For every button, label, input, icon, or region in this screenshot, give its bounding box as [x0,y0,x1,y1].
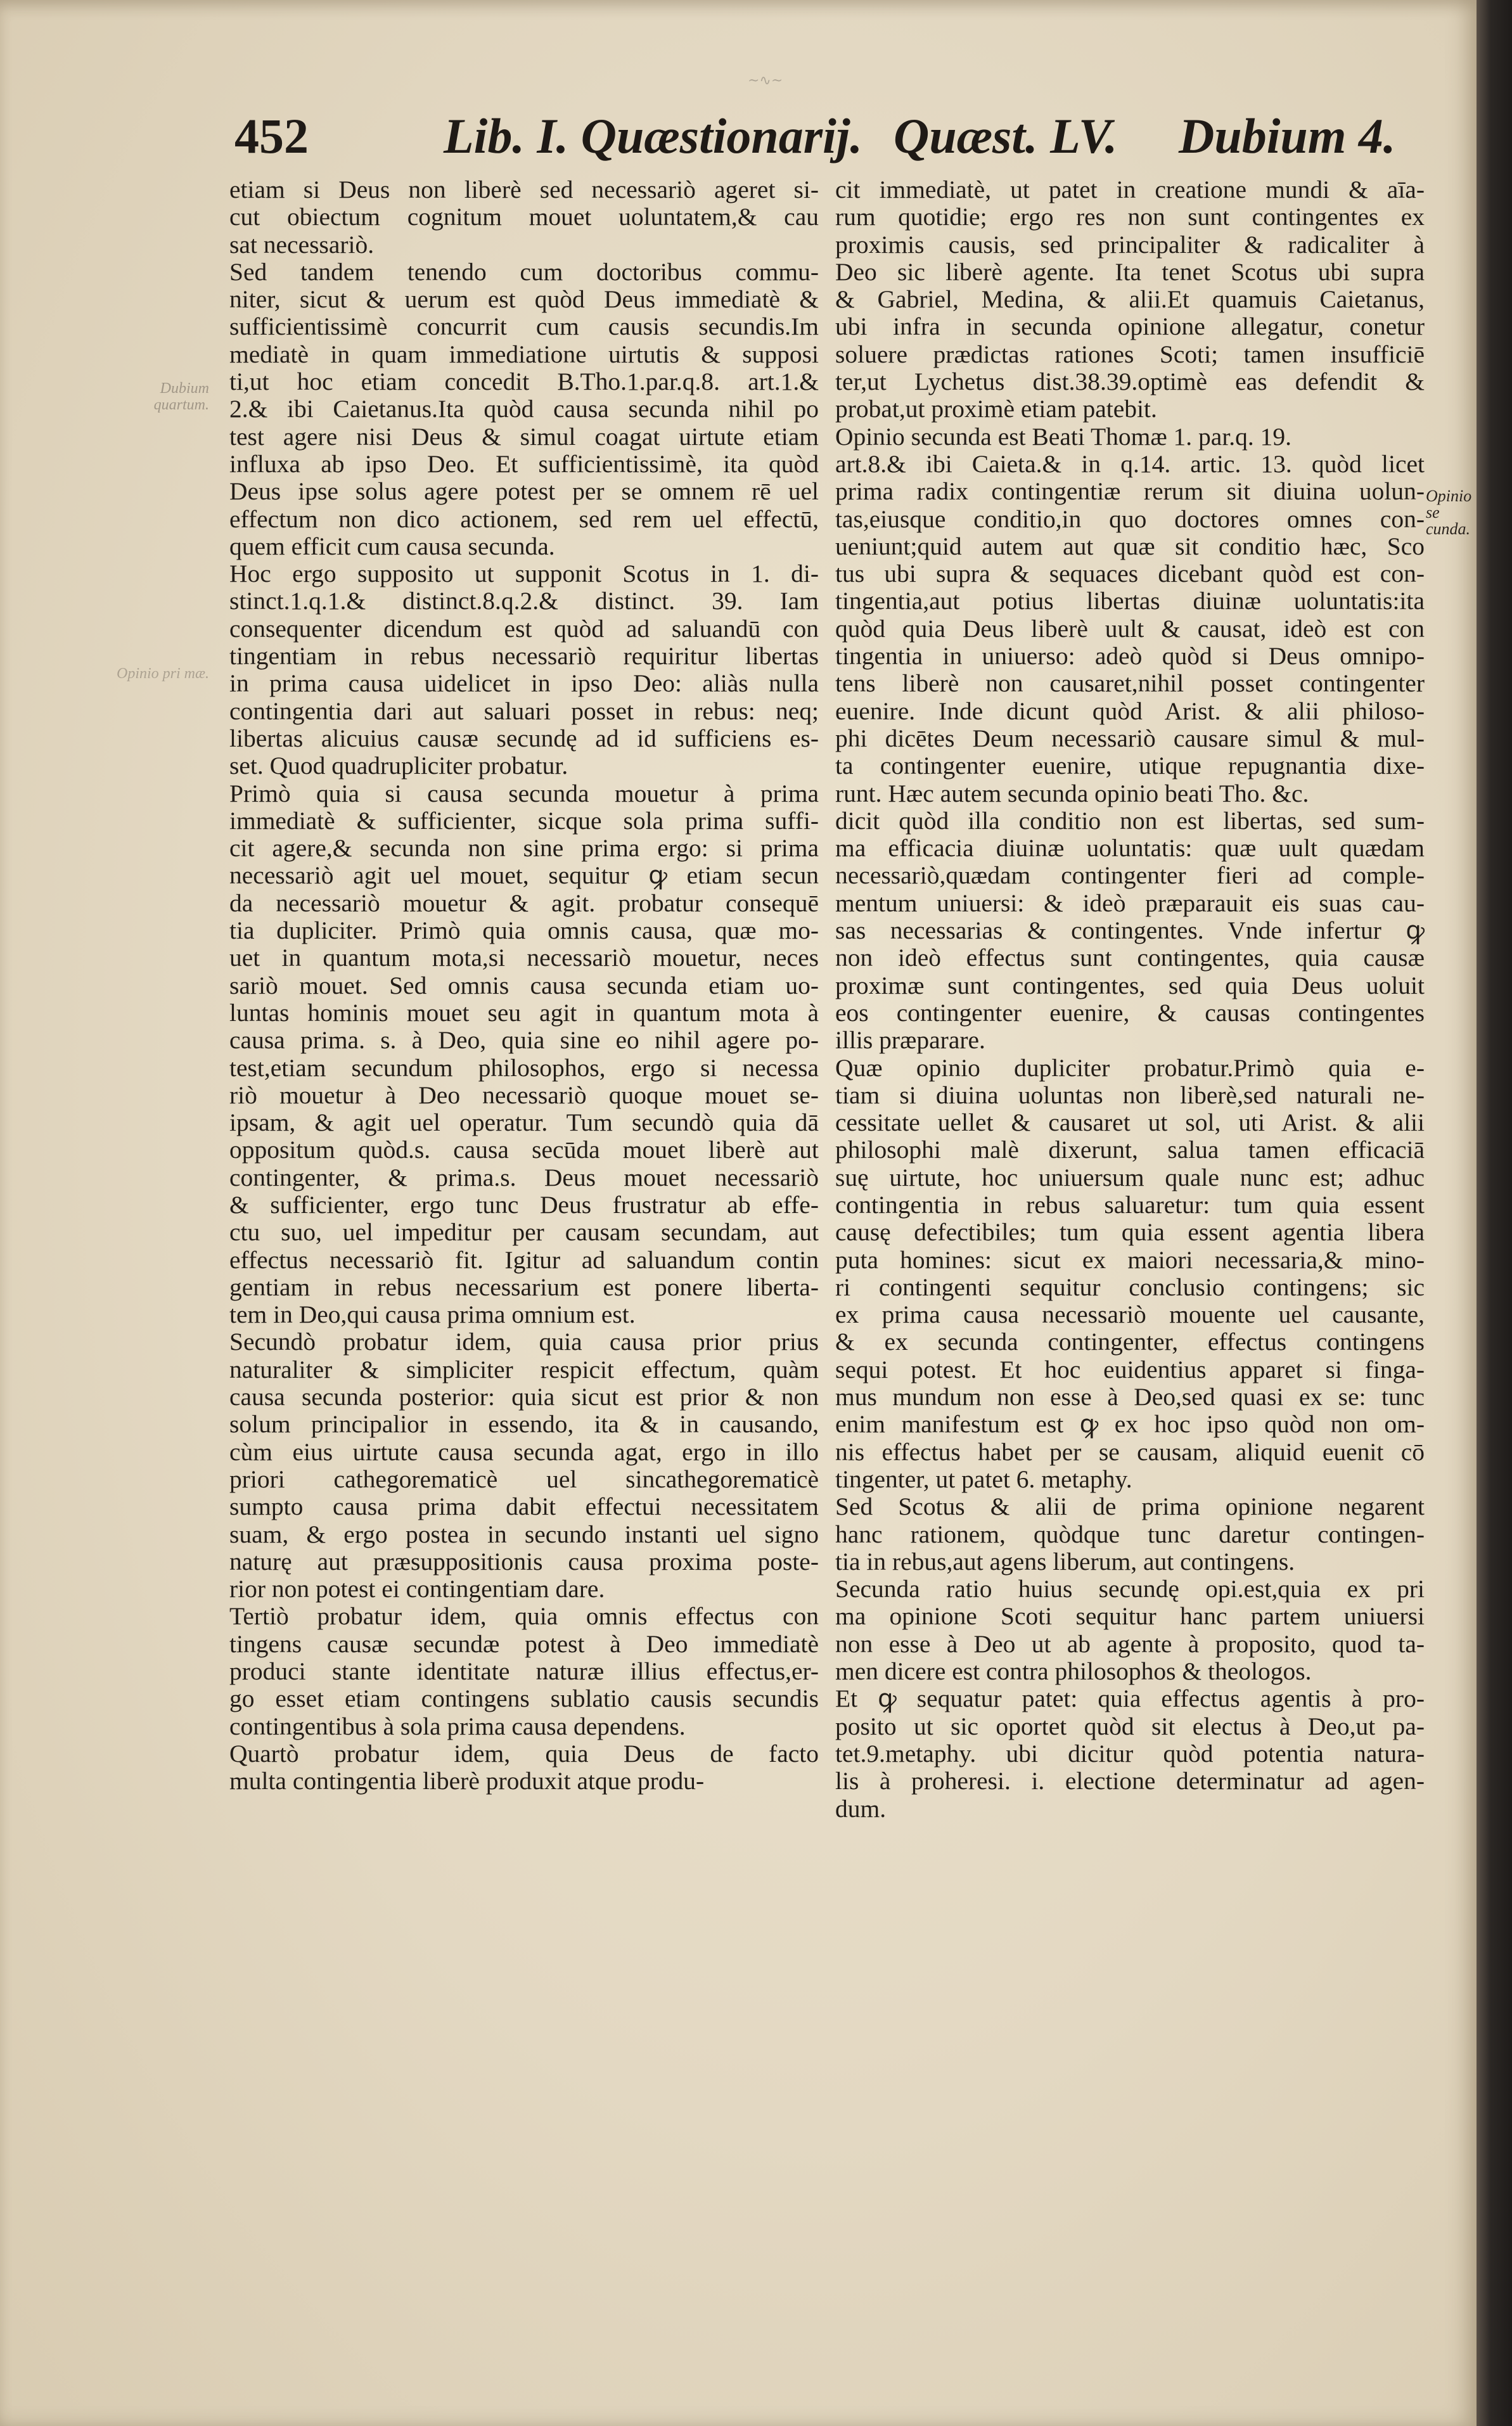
text-line: set. Quod quadrupliciter probatur. [229,752,568,780]
text-line: Tertiò probatur idem, quia omnis effectus con [229,1603,819,1631]
text-line: tingentia,aut potius libertas diuinæ uoluntatis:ita [835,587,1425,615]
dubium-title: Dubium 4. [1179,108,1396,164]
text-line: tia dupliciter. Primò quia omnis causa, quæ mo- [229,917,819,945]
text-line: non ideò effectus sunt contingentes, quia causæ [835,944,1425,972]
text-line: sufficientissimè concurrit cum causis secundis.Im [229,313,819,341]
text-line: Et ꝙ sequatur patet: quia effectus agentis à pro- [835,1685,1425,1713]
text-line: & sufficienter, ergo tunc Deus frustratur ab effe- [229,1191,819,1219]
page-gutter-shadow [1477,0,1512,2426]
text-line: contingenter, & prima.s. Deus mouet necessariò [229,1164,819,1191]
text-line: ter,ut Lychetus dist.38.39.optimè eas defendit & [835,368,1425,396]
text-line: tingentia in uniuerso: adeò quòd si Deus omnipo- [835,643,1425,671]
book-title: Lib. I. Quæstionarij. [444,108,862,164]
text-line: men dicere est contra philosophos & theologos. [835,1658,1312,1686]
text-line: enim manifestum est ꝙ ex hoc ipso quòd non om- [835,1411,1425,1439]
left-text-column [229,176,819,1795]
text-line: ex prima causa necessariò mouente uel causante, [835,1301,1425,1329]
text-line: tet.9.metaphy. ubi dicitur quòd potentia natura- [835,1740,1425,1768]
text-line: uet in quantum mota,si necessariò mouetur, neces [229,944,819,972]
text-line: philosophi malè dixerunt, salua tamen efficaciā [835,1136,1425,1164]
text-line: test agere nisi Deus & simul coagat uirtute etiam [229,423,819,451]
text-line: go esset etiam contingens sublatio causis secundis [229,1685,819,1713]
text-line: art.8.& ibi Caieta.& in q.14. artic. 13. quòd licet [835,450,1425,478]
margin-note-opinio-secunda: Opinio se cunda. [1426,487,1472,538]
text-line: multa contingentia liberè produxit atque produ- [229,1768,705,1795]
margin-note-dubium: Dubium quartum. [153,380,209,413]
text-line: Sed Scotus & alii de prima opinione negarent [835,1493,1425,1521]
page-number: 452 [234,108,309,164]
text-line: soluere prædictas rationes Scoti; tamen insufficiē [835,340,1425,368]
text-line: 2.& ibi Caietanus.Ita quòd causa secunda nihil po [229,395,819,423]
text-line: contingentibus à sola prima causa dependens. [229,1712,686,1740]
text-line: test,etiam secundum philosophos, ergo si necessa [229,1054,819,1082]
text-line: Quartò probatur idem, quia Deus de facto [229,1740,819,1768]
text-line: tiam si diuina uoluntas non liberè,sed naturali ne- [835,1081,1425,1109]
text-line: tingenter, ut patet 6. metaphy. [835,1465,1132,1493]
text-line: tia in rebus,aut agens liberum, aut contingens. [835,1548,1295,1576]
text-line: lis à proheresi. i. electione determinatur ad agen- [835,1768,1425,1795]
text-line: cessitate uellet & causaret ut sol, uti Arist. & alii [835,1109,1425,1137]
text-line: illis præparare. [835,1027,985,1055]
text-line: cit agere,& secunda non sine prima ergo: si prima [229,835,819,863]
text-line: runt. Hæc autem secunda opinio beati Tho. &c. [835,780,1309,807]
text-line: immediatè & sufficienter, sicque sola prima suffi- [229,807,819,835]
text-line: mentum uniuersi: & ideò præparauit eis suas cau- [835,889,1425,917]
text-line: effectus necessariò fit. Igitur ad saluandum contin [229,1246,819,1274]
text-line: stinct.1.q.1.& distinct.8.q.2.& distinct. 39. Iam [229,587,819,615]
running-head [234,108,1396,171]
text-line: niter, sicut & uerum est quòd Deus immediatè & [229,286,819,314]
text-line: rior non potest ei contingentiam dare. [229,1576,605,1603]
text-line: sumpto causa prima dabit effectui necessitatem [229,1493,819,1521]
text-line: in prima causa uidelicet in ipso Deo: aliàs nulla [229,670,819,698]
text-line: oppositum quòd.s. causa secūda mouet liberè aut [229,1136,819,1164]
text-line: consequenter dicendum est quòd ad saluandū con [229,615,819,643]
text-line: cùm eius uirtute causa secunda agat, ergo in illo [229,1438,819,1466]
text-line: contingentia dari aut saluari posset in rebus: neq; [229,697,819,725]
text-line: tus ubi supra & sequaces dicebant quòd est con- [835,560,1425,588]
text-line: libertas alicuius causæ secundę ad id sufficiens es- [229,724,819,752]
text-line: nis effectus habet per se causam, aliquid euenit cō [835,1438,1425,1466]
text-line: necessariò,quædam contingenter fieri ad comple- [835,862,1425,890]
text-line: Opinio secunda est Beati Thomæ 1. par.q. 19. [835,423,1292,451]
text-line: puta homines: sicut ex maiori necessaria,& mino- [835,1246,1425,1274]
text-line: effectum non dico actionem, sed rem uel effectū, [229,505,819,533]
text-line: suam, & ergo postea in secundo instanti uel signo [229,1520,819,1548]
text-line: ueniunt;quid autem aut quæ sit conditio hæc, Sco [835,532,1425,560]
text-line: ma opinione Scoti sequitur hanc partem uniuersi [835,1603,1425,1631]
text-line: cit immediatè, ut patet in creatione mundi & aīa- [835,176,1425,203]
text-line: da necessariò mouetur & agit. probatur consequē [229,889,819,917]
text-line: Secunda ratio huius secundę opi.est,quia ex pri [835,1576,1425,1603]
text-line: solum principalior in essendo, ita & in causando, [229,1411,819,1439]
text-line: etiam si Deus non liberè sed necessariò ageret si- [229,176,819,203]
text-line: gentiam in rebus necessarium est ponere liberta- [229,1273,819,1301]
text-line: phi dicētes Deum necessariò causare simul & mul- [835,724,1425,752]
text-line: sequi potest. Et hoc euidentius apparet si finga- [835,1356,1425,1383]
text-line: Hoc ergo supposito ut supponit Scotus in 1. di- [229,560,819,588]
text-line: prima radix contingentiæ rerum sit diuina uolun- [835,478,1425,506]
text-line: ma efficacia diuinæ uoluntatis: quæ uult quædam [835,835,1425,863]
text-line: hanc rationem, quòdque tunc daretur contingen- [835,1520,1425,1548]
text-line: euenire. Inde dicunt quòd Arist. & alii philoso- [835,697,1425,725]
text-line: tingentiam in rebus necessariò requiritur libertas [229,643,819,671]
text-line: quòd quia Deus liberè uult & causat, ideò est con [835,615,1425,643]
text-line: dum. [835,1795,887,1823]
text-line: ta contingenter euenire, utique repugnantia dixe- [835,752,1425,780]
text-line: dicit quòd illa conditio non est libertas, sed sum- [835,807,1425,835]
text-line: suę uirtute, hoc uniuersum quale nunc est; adhuc [835,1164,1425,1191]
text-line: Primò quia si causa secunda mouetur à prima [229,780,819,807]
text-line: causa prima. s. à Deo, quia sine eo nihil agere po- [229,1027,819,1055]
text-line: rum quotidie; ergo res non sunt contingentes ex [835,203,1425,231]
text-line: tingens causæ secundæ potest à Deo immediatè [229,1630,819,1658]
text-line: & ex secunda contingenter, effectus contingens [835,1328,1425,1356]
text-line: Sed tandem tenendo cum doctoribus commu- [229,258,819,286]
text-line: causę defectibiles; tum quia essent agentia libera [835,1219,1425,1247]
text-line: Deus ipse solus agere potest per se omnem rē uel [229,478,819,506]
text-line: mus mundum non esse à Deo,sed quasi ex se: tunc [835,1383,1425,1411]
text-line: posito ut sic oportet quòd sit electus à Deo,ut pa- [835,1712,1425,1740]
text-line: tem in Deo,qui causa prima omnium est. [229,1301,636,1329]
text-line: proximæ sunt contingentes, sed quia Deus uoluit [835,972,1425,999]
text-line: Deo sic liberè agente. Ita tenet Scotus ubi supra [835,258,1425,286]
question-title: Quæst. LV. [894,108,1118,164]
text-line: sas necessarias & contingentes. Vnde infertur ꝙ [835,917,1425,945]
text-line: produci stante identitate naturæ illius effectus,er- [229,1658,819,1686]
text-line: sariò mouet. Sed omnis causa secunda etiam uo- [229,972,819,999]
text-line: ubi infra in secunda opinione allegatur, conetur [835,313,1425,341]
text-line: probat,ut proximè etiam patebit. [835,395,1157,423]
text-line: quem efficit cum causa secunda. [229,532,555,560]
text-line: riò mouetur à Deo necessariò quoque mouet se- [229,1081,819,1109]
text-line: necessariò agit uel mouet, sequitur ꝙ etiam secun [229,862,819,890]
text-line: priori cathegorematicè uel sincathegorematicè [229,1465,819,1493]
text-line: ti,ut hoc etiam concedit B.Tho.1.par.q.8. art.1.& [229,368,819,396]
ink-blot: ~∿~ [748,73,783,89]
text-line: Secundò probatur idem, quia causa prior prius [229,1328,819,1356]
text-line: cut obiectum cognitum mouet uoluntatem,& cau [229,203,819,231]
text-line: luntas hominis mouet seu agit in quantum mota à [229,999,819,1027]
text-line: eos contingenter euenire, & causas contingentes [835,999,1425,1027]
text-line: sat necessariò. [229,231,375,259]
text-line: naturaliter & simpliciter respicit effectum, quàm [229,1356,819,1383]
text-line: influxa ab ipso Deo. Et sufficientissimè, ita quòd [229,450,819,478]
text-line: proximis causis, sed principaliter & radicaliter à [835,231,1425,259]
text-line: ipsam, & agit uel operatur. Tum secundò quia dā [229,1109,819,1137]
text-line: mediatè in quam immediatione uirtutis & supposi [229,340,819,368]
text-line: contingentia in rebus saluaretur: tum quia essent [835,1191,1425,1219]
right-text-column [835,176,1425,1823]
text-line: non esse à Deo ut ab agente à proposito, quod ta- [835,1630,1425,1658]
text-line: Quæ opinio dupliciter probatur.Primò quia e- [835,1054,1425,1082]
text-line: ctu suo, uel impeditur per causam secundam, aut [229,1219,819,1247]
text-line: & Gabriel, Medina, & alii.Et quamuis Caietanus, [835,286,1425,314]
text-line: causa secunda posterior: quia sicut est prior & non [229,1383,819,1411]
text-line: ri contingenti sequitur conclusio contingens; sic [835,1273,1425,1301]
text-line: tas,eiusque conditio,in quo doctores omnes con- [835,505,1425,533]
margin-note-opinio-prima: Opinio pri mæ. [116,665,209,682]
text-line: naturę aut præsuppositionis causa proxima poste- [229,1548,819,1576]
text-line: tens liberè non causaret,nihil posset contingenter [835,670,1425,698]
